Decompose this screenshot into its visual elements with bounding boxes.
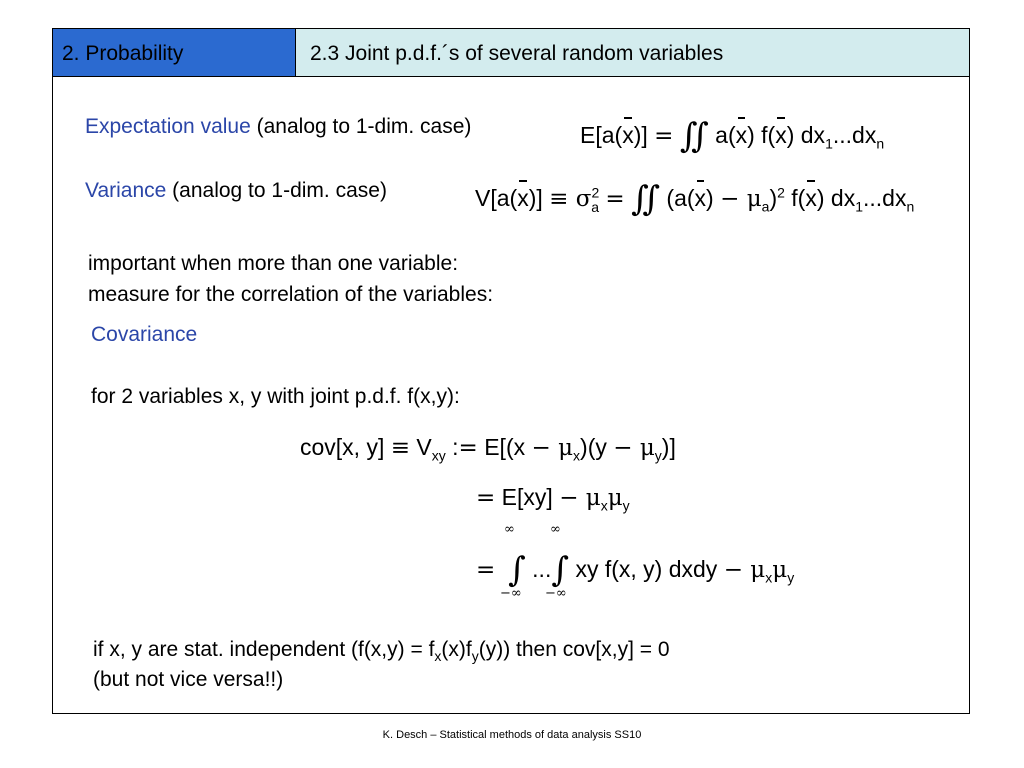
subsection-title: 2.3 Joint p.d.f.´s of several random variables <box>310 42 724 65</box>
variance-note: (analog to 1-dim. case) <box>172 179 387 202</box>
expectation-term: Expectation value <box>85 115 251 138</box>
integral-2-lower-limit: −∞ <box>545 586 567 601</box>
variance-term: Variance <box>85 179 167 202</box>
integral-1-upper-limit: ∞ <box>504 522 515 537</box>
text-line-1: important when more than one variable: <box>88 252 459 275</box>
variance-formula: $V[a(x)] \equiv \sigma^2_a$ = ∬ $(a(x) - \mu_a)^2$ f(x) $dx_1...dx_n$ <box>475 179 915 219</box>
footer-credit: K. Desch – Statistical methods of data analysis SS10 <box>382 729 642 741</box>
text-line-2: measure for the correlation of the variables: <box>88 283 494 306</box>
covariance-equation-2: = $E[xy] - \mu_x\mu_y$ <box>476 484 630 514</box>
integral-2-upper-limit: ∞ <box>550 522 561 537</box>
section-header <box>53 29 296 77</box>
covariance-heading: Covariance <box>91 323 198 346</box>
section-title: 2. Probability <box>62 42 184 65</box>
vice-versa-note: (but not vice versa!!) <box>93 668 284 691</box>
subsection-header <box>296 29 969 77</box>
integral-1-lower-limit: −∞ <box>500 586 522 601</box>
covariance-definition: cov[x, $y] \equiv V_{xy}$ := $E[(x - \mu_x)(y - \mu_y)]$ <box>300 434 676 464</box>
independence-statement: if x, y are stat. independent $(f(x,y) = f_x(x)f_y(y))$ then cov[x,y] = 0 <box>93 638 670 665</box>
expectation-formula: E[a(x)] = ∬ a(x) f(x) $dx_1...dx_n$ <box>580 116 885 156</box>
for-two-variables-text: for 2 variables x, y with joint p.d.f. f(x,y): <box>91 385 460 408</box>
expectation-label <box>85 115 471 139</box>
variance-label <box>85 179 387 203</box>
covariance-equation-3: = ∫ ...∫ xy f(x, y) dxdy − $\mu_x\mu_y$ <box>476 550 795 590</box>
expectation-note: (analog to 1-dim. case) <box>256 115 472 138</box>
